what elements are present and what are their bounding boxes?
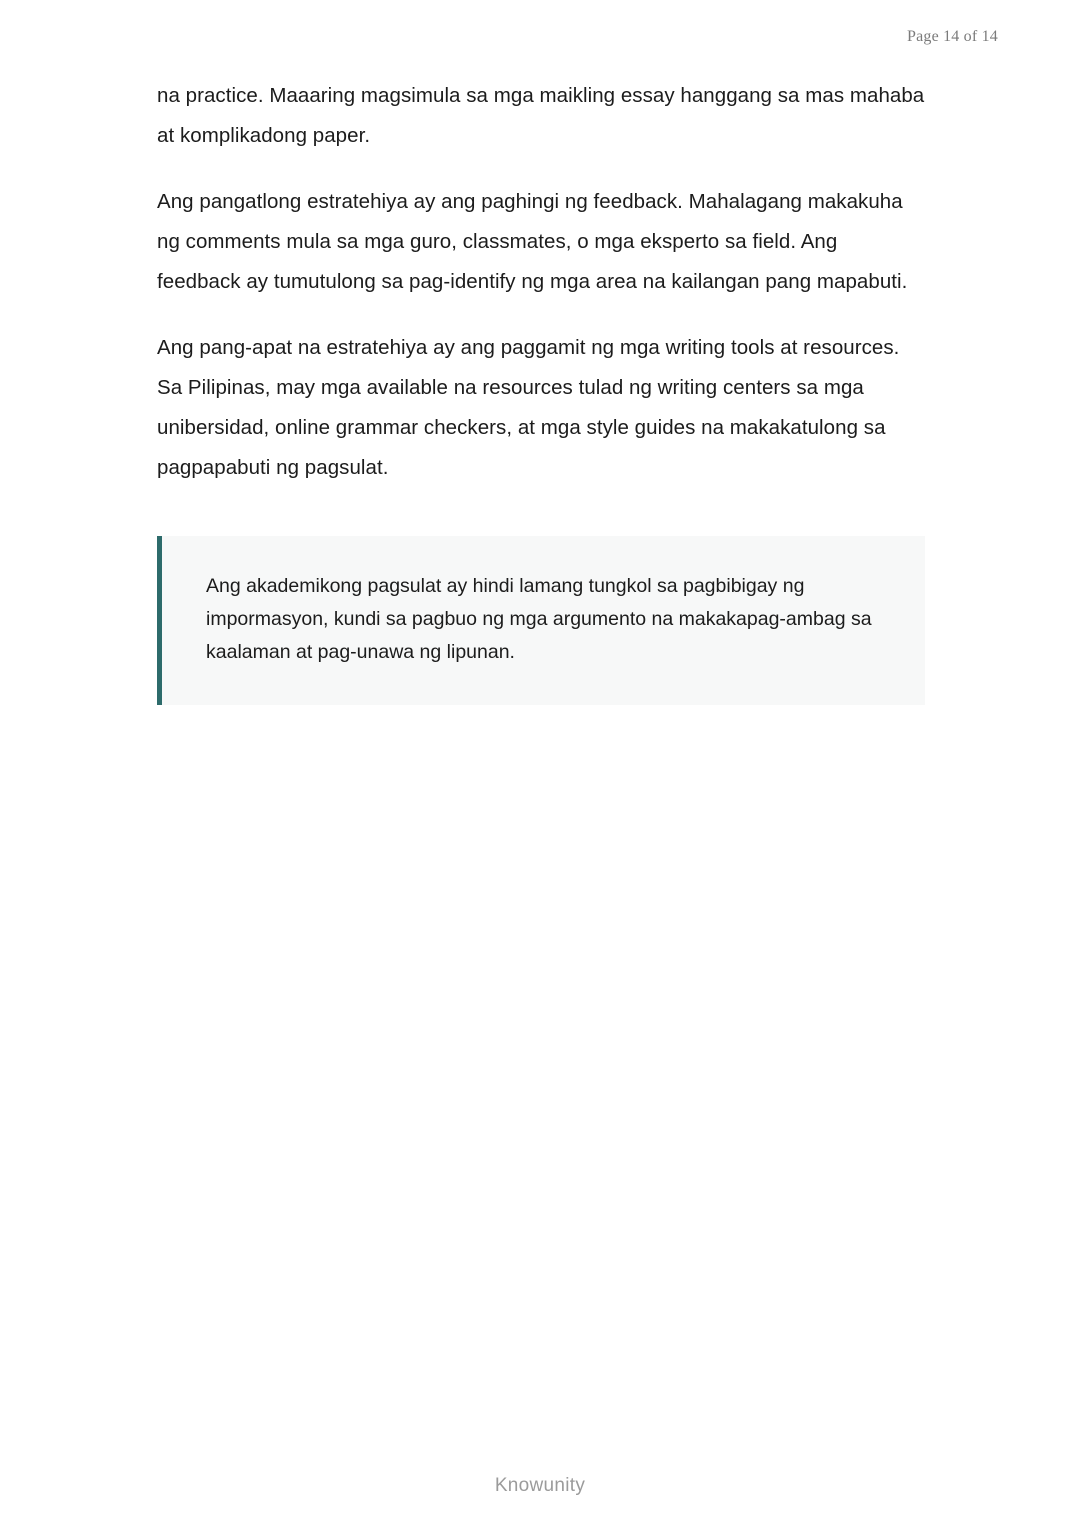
footer-brand: Knowunity (494, 1475, 586, 1496)
callout-quote (157, 536, 925, 705)
body-paragraph: Ang pangatlong estratehiya ay ang paghingi ng feedback. Mahalagang makakuha ng comments mula sa mga guro, classmates, o mga eksperto sa field. Ang feedback ay tumutulong sa pag-identify ng mga area na kailangan pang mapabuti. (157, 189, 908, 293)
page-content (157, 76, 925, 705)
body-paragraph: Ang pang-apat na estratehiya ay ang paggamit ng mga writing tools at resources. Sa Pilipinas, may mga available na resources tulad ng writing centers sa mga unibersidad, online grammar checkers, at mga style guides na makakatulong sa pagpapabuti ng pagsulat. (157, 335, 900, 479)
body-paragraph: na practice. Maaaring magsimula sa mga maikling essay hanggang sa mas mahaba at komplikadong paper. (157, 84, 925, 147)
callout-quote-text: Ang akademikong pagsulat ay hindi lamang tungkol sa pagbibigay ng impormasyon, kundi sa pagbuo ng mga argumento na makakapag-ambag sa kaalaman at pag-unawa ng lipunan. (206, 574, 872, 663)
page-indicator: Page 14 of 14 (906, 28, 998, 45)
